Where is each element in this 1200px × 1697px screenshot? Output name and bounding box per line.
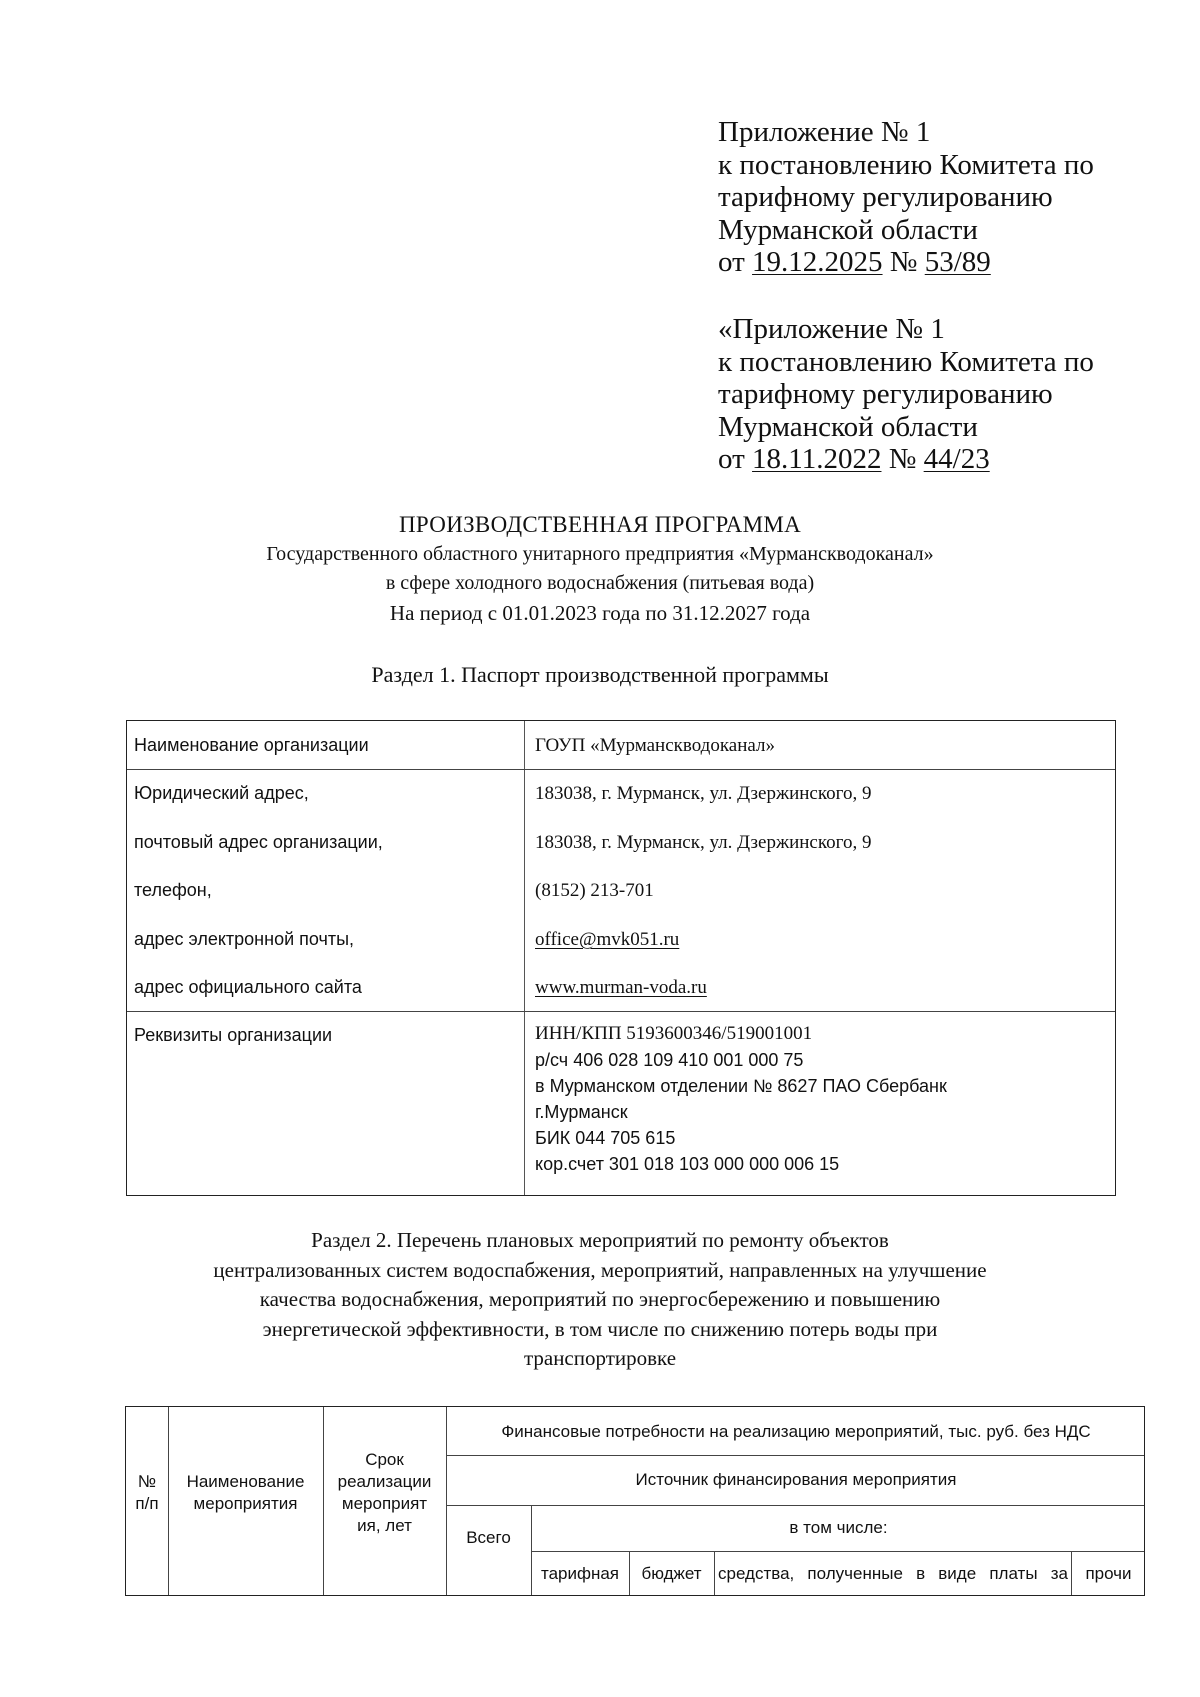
requisites-corr: кор.счет 301 018 103 000 000 006 15 [535, 1154, 840, 1174]
appendix-new-num-prefix: № [882, 246, 925, 278]
appendix-new-block [718, 116, 1094, 279]
requisites-bank: в Мурманском отделении № 8627 ПАО Сбербанк [535, 1076, 947, 1096]
appendix-new-line2: к постановлению Комитета по [718, 148, 1094, 181]
passport-row-separator [127, 1011, 1115, 1012]
tariff-header: тарифная [540, 1564, 620, 1583]
col-term-line3: мероприят [341, 1494, 428, 1513]
including-header: в том числе: [789, 1518, 888, 1537]
col-number-line2: п/п [135, 1494, 159, 1513]
postal-address-label: почтовый адрес организации, [134, 832, 383, 852]
program-org: Государственного областного унитарного предприятия «Мурманскводоканал» [266, 543, 934, 565]
section2-line4: энергетической эффективности, в том числе по снижению потерь воды при [262, 1316, 938, 1341]
postal-address-value: 183038, г. Мурманск, ул. Дзержинского, 9 [535, 832, 872, 853]
fees-header: средства, полученные в виде платы за [718, 1564, 1068, 1583]
measures-table [125, 1406, 1145, 1596]
program-period: На период с 01.01.2023 года по 31.12.2027 года [389, 601, 811, 625]
col-term-line1: Срок [365, 1450, 404, 1469]
table-row-line [446, 1455, 1144, 1456]
col-name-line2: мероприятия [193, 1494, 298, 1513]
requisites-label: Реквизиты организации [134, 1025, 333, 1045]
appendix-new-line3: тарифному регулированию [718, 181, 1053, 213]
appendix-old-line3: тарифному регулированию [718, 378, 1053, 410]
appendix-new-date-prefix: от [718, 246, 753, 278]
passport-table-divider [524, 721, 525, 1195]
section2-line2: централизованных систем водоспабжения, мероприятий, направленных на улучшение [213, 1257, 987, 1282]
col-name-line1: Наименование [186, 1472, 305, 1491]
col-number-header [126, 1471, 168, 1515]
col-number-line1: № [137, 1472, 157, 1491]
table-row-line [446, 1505, 1144, 1506]
total-header: Всего [466, 1528, 511, 1547]
appendix-old-date-prefix: от [718, 443, 753, 475]
phone-value: (8152) 213-701 [535, 880, 654, 901]
requisites-city: г.Мурманск [535, 1102, 628, 1122]
col-term-line4: ия, лет [357, 1516, 412, 1535]
org-name-label: Наименование организации [134, 735, 369, 755]
section2-heading [0, 1226, 1200, 1374]
requisites-inn: ИНН/КПП 5193600346/519001001 [535, 1023, 813, 1044]
site-label: адрес официального сайта [134, 977, 362, 997]
col-term-line2: реализации [337, 1472, 432, 1491]
passport-row-separator [127, 769, 1115, 770]
org-name-value: ГОУП «Мурманскводоканал» [535, 735, 775, 756]
appendix-new-date: 19.12.2025 [752, 246, 883, 278]
appendix-old-date: 18.11.2022 [752, 443, 882, 475]
appendix-old-date-line [718, 443, 1094, 476]
col-term-header [323, 1449, 446, 1537]
other-header: прочи [1085, 1564, 1132, 1583]
section2-line1: Раздел 2. Перечень плановых мероприятий по ремонту объектов [311, 1228, 889, 1252]
appendix-old-line2: к постановлению Комитета по [718, 345, 1094, 378]
section2-line5: транспортировке [523, 1346, 677, 1370]
appendix-new-number: 53/89 [924, 246, 991, 278]
appendix-new-line1: Приложение № 1 [718, 116, 931, 148]
email-label: адрес электронной почты, [134, 929, 355, 949]
phone-label: телефон, [134, 880, 212, 900]
appendix-old-number: 44/23 [923, 443, 990, 475]
passport-table [126, 720, 1116, 1196]
section2-line3: качества водоснабжения, мероприятий по энергосбережению и повышению [259, 1287, 941, 1311]
table-row-line [531, 1551, 1144, 1552]
legal-address-value: 183038, г. Мурманск, ул. Дзержинского, 9 [535, 783, 872, 804]
table-col-line [714, 1551, 715, 1595]
requisites-bik: БИК 044 705 615 [535, 1128, 676, 1148]
appendix-old-line1: «Приложение № 1 [718, 313, 945, 345]
site-link[interactable]: www.murman-voda.ru [535, 977, 707, 998]
col-name-header [168, 1471, 323, 1515]
appendix-old-block [718, 313, 1094, 476]
email-link[interactable]: office@mvk051.ru [535, 929, 680, 950]
section1-heading: Раздел 1. Паспорт производственной программы [371, 662, 829, 687]
fin-needs-header: Финансовые потребности на реализацию мероприятий, тыс. руб. без НДС [501, 1422, 1091, 1441]
appendix-old-line4: Мурманской области [718, 410, 978, 443]
program-title: ПРОИЗВОДСТВЕННАЯ ПРОГРАММА [399, 512, 801, 537]
source-header: Источник финансирования мероприятия [635, 1470, 957, 1489]
requisites-account: р/сч 406 028 109 410 001 000 75 [535, 1050, 804, 1070]
appendix-new-date-line [718, 246, 1094, 279]
appendix-old-num-prefix: № [881, 443, 924, 475]
legal-address-label: Юридический адрес, [134, 783, 309, 803]
appendix-new-line4: Мурманской области [718, 213, 978, 246]
requisites-value [535, 1021, 947, 1177]
budget-header: бюджет [641, 1564, 702, 1583]
program-sphere: в сфере холодного водоснабжения (питьевая вода) [385, 572, 815, 594]
